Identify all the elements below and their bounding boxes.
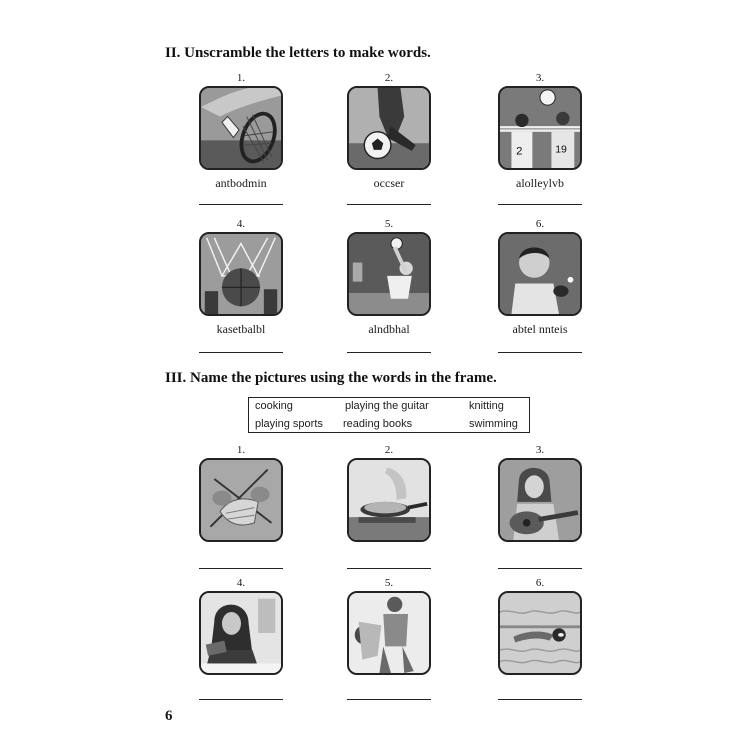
item-number: 5. [384,218,394,230]
scrambled-word: alolleylvb [516,176,564,190]
item-number: 4. [236,218,246,230]
section-2-heading: II. Unscramble the letters to make words. [165,45,431,61]
word-frame-item: reading books [343,418,413,430]
basketball-hoop-icon [199,232,283,316]
item-number: 4. [236,577,246,589]
word-frame-item: knitting [469,400,504,412]
answer-line[interactable] [498,699,582,700]
exercise-item-6 [495,218,585,353]
naming-item-1 [196,444,286,569]
naming-item-2 [344,444,434,569]
item-number: 2. [384,444,394,456]
answer-line[interactable] [498,204,582,205]
svg-text:2: 2 [516,145,523,158]
section-3-heading: III. Name the pictures using the words in the frame. [165,370,497,386]
answer-line[interactable] [199,568,283,569]
answer-line[interactable] [347,352,431,353]
item-number: 3. [535,72,545,84]
exercise-item-4 [196,218,286,353]
guitar-player-icon [498,458,582,542]
item-number: 2. [384,72,394,84]
exercise-item-2 [344,72,434,205]
item-number: 1. [236,72,246,84]
answer-line[interactable] [347,204,431,205]
exercise-item-3 [495,72,585,205]
naming-item-3 [495,444,585,569]
svg-text:19: 19 [555,144,567,156]
scrambled-word: antbodmin [215,176,267,190]
page-number: 6 [165,708,173,724]
soccer-ball-icon [347,86,431,170]
table-tennis-player-icon [498,232,582,316]
item-number: 6. [535,577,545,589]
basketball-players-icon [347,591,431,675]
item-number: 6. [535,218,545,230]
item-number: 5. [384,577,394,589]
naming-item-5 [344,577,434,700]
word-frame-item: playing the guitar [345,400,429,412]
scrambled-word: occser [373,176,405,190]
answer-line[interactable] [199,699,283,700]
answer-line[interactable] [199,352,283,353]
word-frame-item: playing sports [255,418,323,430]
naming-item-6 [495,577,585,700]
scrambled-word: kasetbalbl [216,322,266,336]
word-frame-item: cooking [255,400,293,412]
scrambled-word: abtel nnteis [512,322,568,336]
handball-player-icon [347,232,431,316]
answer-line[interactable] [199,204,283,205]
item-number: 3. [535,444,545,456]
volleyball-net-icon [498,86,582,170]
exercise-item-5 [344,218,434,353]
cooking-pan-icon [347,458,431,542]
answer-line[interactable] [347,699,431,700]
word-frame-item: swimming [469,418,518,430]
badminton-racket-icon [199,86,283,170]
naming-item-4 [196,577,286,700]
reading-girl-icon [199,591,283,675]
exercise-item-1 [196,72,286,205]
word-frame [248,397,530,433]
answer-line[interactable] [498,568,582,569]
scrambled-word: alndbhal [368,322,410,336]
knitting-hands-icon [199,458,283,542]
answer-line[interactable] [347,568,431,569]
answer-line[interactable] [498,352,582,353]
item-number: 1. [236,444,246,456]
swimmer-icon [498,591,582,675]
